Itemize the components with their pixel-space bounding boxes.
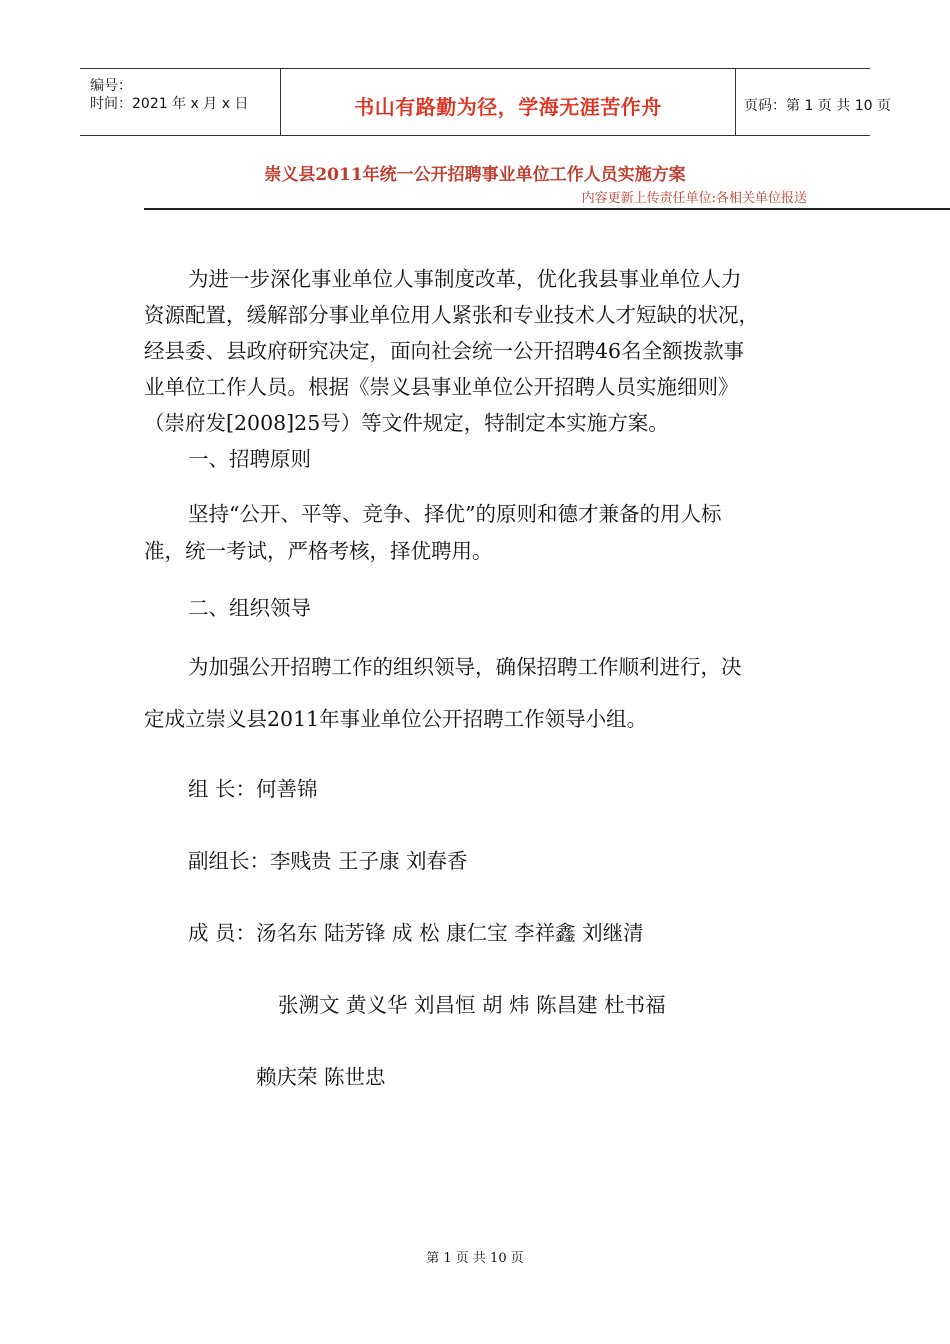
- page-footer: 第 1 页 共 10 页: [426, 1251, 524, 1266]
- number-label: 编号：: [90, 78, 132, 94]
- section-1-line-2: 准，统一考试，严格考核，择优聘用。: [144, 539, 493, 563]
- section-2-line-1: 为加强公开招聘工作的组织领导，确保招聘工作顺利进行，决: [188, 655, 742, 679]
- intro-line-5: （崇府发[2008]25号）等文件规定，特制定本实施方案。: [144, 411, 669, 435]
- section-1-line-1: 坚持“公开、平等、竞争、择优”的原则和德才兼备的用人标: [188, 502, 722, 526]
- section-1-heading: 一、招聘原则: [188, 447, 311, 471]
- group-deputy-leaders: 副组长：李贱贵 王子康 刘春香: [188, 849, 468, 873]
- header-motto-cell: [281, 69, 736, 135]
- page-header: [80, 68, 891, 136]
- document-title: 崇义县2011年统一公开招聘事业单位工作人员实施方案: [264, 165, 686, 185]
- intro-line-4: 业单位工作人员。根据《崇义县事业单位公开招聘人员实施细则》: [144, 375, 739, 399]
- intro-line-3: 经县委、县政府研究决定，面向社会统一公开招聘46名全额拨款事: [144, 339, 745, 363]
- group-leader: 组 长：何善锦: [188, 777, 318, 801]
- time-label: 时间：2021 年 x 月 x 日: [90, 96, 249, 112]
- group-members-line-3: 赖庆荣 陈世忠: [256, 1065, 386, 1089]
- intro-line-1: 为进一步深化事业单位人事制度改革，优化我县事业单位人力: [188, 267, 742, 291]
- header-page-cell: [736, 69, 891, 135]
- group-members-line-2: 张溯文 黄义华 刘昌恒 胡 炜 陈昌建 杜书福: [278, 993, 666, 1017]
- title-divider: [144, 208, 950, 210]
- intro-line-2: 资源配置，缓解部分事业单位用人紧张和专业技术人才短缺的状况，: [144, 303, 759, 327]
- section-2-heading: 二、组织领导: [188, 596, 311, 620]
- document-subtitle: 内容更新上传责任单位:各相关单位报送: [581, 191, 807, 206]
- section-2-line-2: 定成立崇义县2011年事业单位公开招聘工作领导小组。: [144, 707, 648, 731]
- page-info: 页码：第 1 页 共 10 页: [744, 98, 891, 114]
- motto: 书山有路勤为径，学海无涯苦作舟: [354, 95, 662, 119]
- group-members-line-1: 成 员：汤名东 陆芳锋 成 松 康仁宝 李祥鑫 刘继清: [188, 921, 644, 945]
- header-meta-cell: [80, 69, 281, 135]
